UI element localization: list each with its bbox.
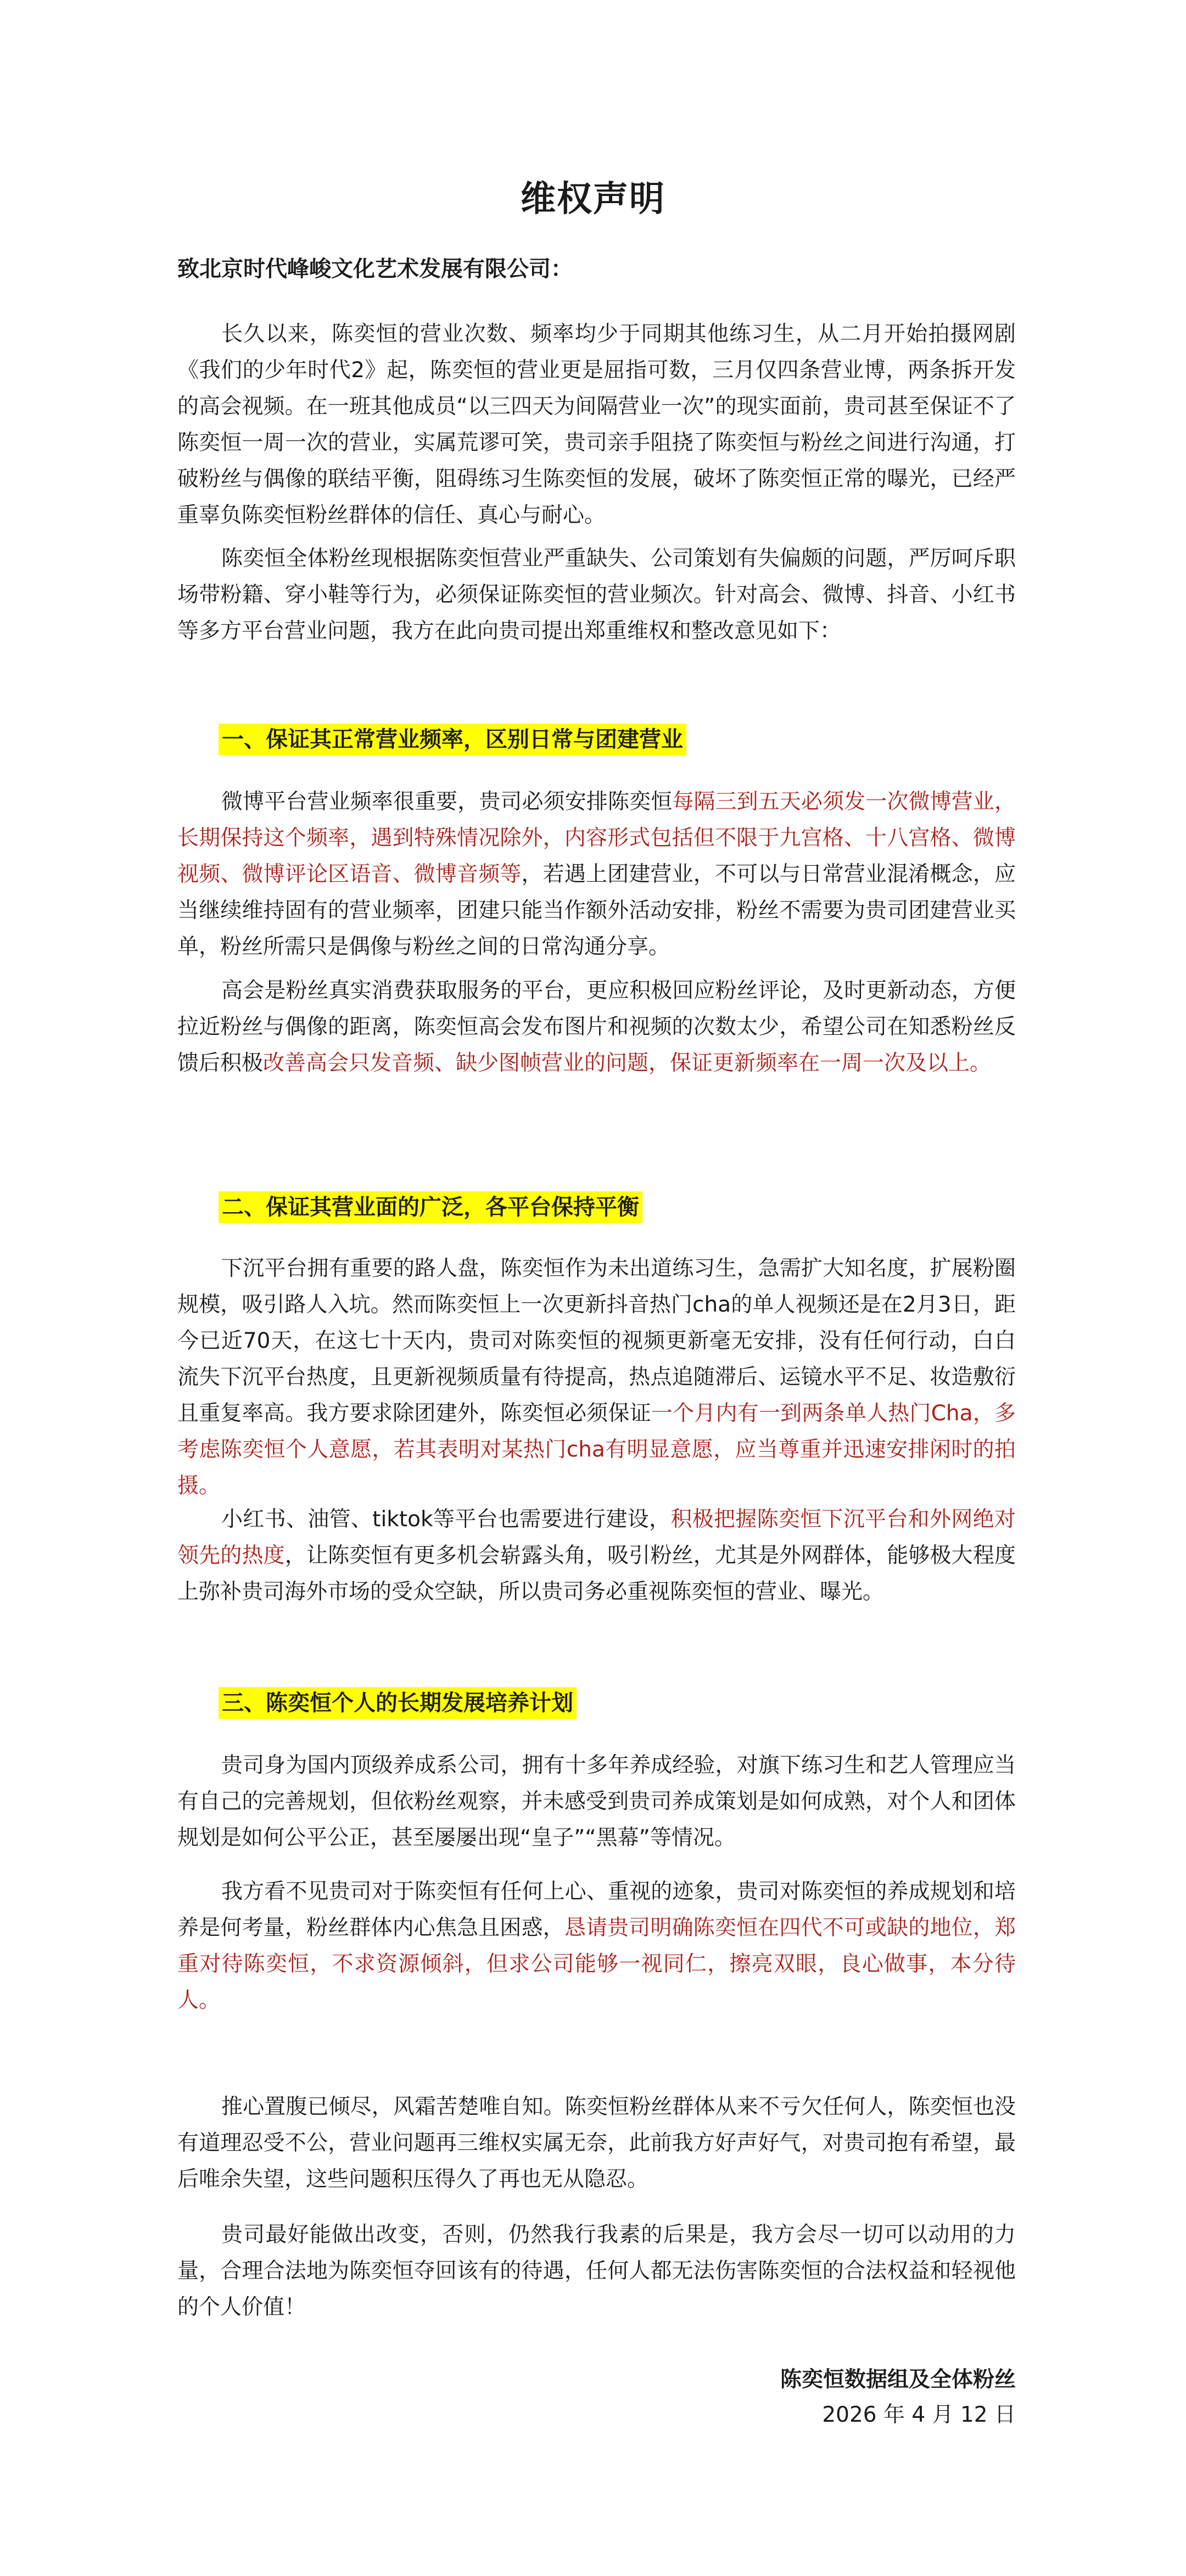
section-1-p1-text-b: ，若遇上团建营业，不可以与日常营业混淆概念，应当继续维持固有的营业频率，团建只能当作额外活动安排，粉丝不需要为贵司团建营业买单，粉丝所需只是偶像与粉丝之间的日常沟通分享。 (177, 862, 1016, 959)
section-1-p2-text-a: 高会是粉丝真实消费获取服务的平台，更应积极回应粉丝评论，及时更新动态，方便拉近粉丝与偶像的距离，陈奕恒高会发布图片和视频的次数太少，希望公司在知悉粉丝反馈后积极 (177, 978, 1016, 1076)
section-2-paragraph-1 (177, 1251, 1016, 1504)
section-1-paragraph-2 (177, 973, 1016, 1082)
signature: 陈奕恒数据组及全体粉丝 (780, 2367, 1016, 2392)
section-2-p2-text-a: 小红书、油管、tiktok等平台也需要进行建设， (221, 1507, 671, 1532)
date: 2026 年 4 月 12 日 (822, 2403, 1016, 2427)
section-1-p2-emphasis: 改善高会只发音频、缺少图帧营业的问题，保证更新频率在一周一次及以上。 (263, 1051, 992, 1076)
section-3-p1-text-a: 贵司身为国内顶级养成系公司，拥有十多年养成经验，对旗下练习生和艺人管理应当有自己的完善规划，但依粉丝观察，并未感受到贵司养成策划是如何成熟，对个人和团体规划是如何公平公正，甚至屡屡出现“皇子”“黑幕”等情况。 (177, 1753, 1016, 1850)
section-2-p2-emphasis: 积极把握陈奕恒下沉平台和外网绝对领先的热度 (177, 1507, 1016, 1568)
section-1-heading: 一、保证其正常营业频率，区别日常与团建营业 (219, 724, 686, 755)
section-2-paragraph-2 (177, 1502, 1016, 1610)
section-3-paragraph-1 (177, 1748, 1016, 1856)
section-2-heading: 二、保证其营业面的广泛，各平台保持平衡 (219, 1191, 642, 1223)
closing-paragraph-2: 贵司最好能做出改变，否则，仍然我行我素的后果是，我方会尽一切可以动用的力量，合理合法地为陈奕恒夺回该有的待遇，任何人都无法伤害陈奕恒的合法权益和轻视他的个人价值！ (177, 2222, 1016, 2320)
section-1-p1-emphasis: 每隔三到五天必须发一次微博营业，长期保持这个频率，遇到特殊情况除外，内容形式包括但不限于九宫格、十八宫格、微博视频、微博评论区语音、微博音频等 (177, 789, 1016, 887)
section-2-p1-emphasis: 一个月内有一到两条单人热门Cha，多考虑陈奕恒个人意愿，若其表明对某热门cha有明显意愿，应当尊重并迅速安排闲时的拍摄。 (177, 1401, 1016, 1498)
intro-paragraph-1: 长久以来，陈奕恒的营业次数、频率均少于同期其他练习生，从二月开始拍摄网剧《我们的少年时代2》起，陈奕恒的营业更是屈指可数，三月仅四条营业博，两条拆开发的高会视频。在一班其他成员“以三四天为间隔营业一次”的现实面前，贵司甚至保证不了陈奕恒一周一次的营业，实属荒谬可笑，贵司亲手阻挠了陈奕恒与粉丝之间进行沟通，打破粉丝与偶像的联结平衡，阻碍练习生陈奕恒的发展，破坏了陈奕恒正常的曝光，已经严重辜负陈奕恒粉丝群体的信任、真心与耐心。 (177, 322, 1016, 528)
section-3-p2-emphasis: 恳请贵司明确陈奕恒在四代不可或缺的地位，郑重对待陈奕恒，不求资源倾斜，但求公司能够一视同仁，擦亮双眼，良心做事，本分待人。 (177, 1916, 1016, 2013)
document-title: 维权声明 (521, 179, 665, 220)
closing-paragraph-1: 推心置腹已倾尽，风霜苦楚唯自知。陈奕恒粉丝群体从来不亏欠任何人，陈奕恒也没有道理忍受不公，营业问题再三维权实属无奈，此前我方好声好气，对贵司抱有希望，最后唯余失望，这些问题积压得久了再也无从隐忍。 (177, 2095, 1016, 2192)
section-1-paragraph-1 (177, 784, 1016, 965)
section-2-p2-text-b: ，让陈奕恒有更多机会崭露头角，吸引粉丝，尤其是外网群体，能够极大程度上弥补贵司海外市场的受众空缺，所以贵司务必重视陈奕恒的营业、曝光。 (177, 1543, 1016, 1604)
intro-paragraph-2: 陈奕恒全体粉丝现根据陈奕恒营业严重缺失、公司策划有失偏颇的问题，严厉呵斥职场带粉籍、穿小鞋等行为，必须保证陈奕恒的营业频次。针对高会、微博、抖音、小红书等多方平台营业问题，我方在此向贵司提出郑重维权和整改意见如下： (177, 546, 1016, 643)
section-2-p1-text-a: 下沉平台拥有重要的路人盘，陈奕恒作为未出道练习生，急需扩大知名度，扩展粉圈规模，吸引路人入坑。然而陈奕恒上一次更新抖音热门cha的单人视频还是在2月3日，距今已近70天，在这七十天内，贵司对陈奕恒的视频更新毫无安排，没有任何行动，白白流失下沉平台热度，且更新视频质量有待提高，热点追随滞后、运镜水平不足、妆造敷衍且重复率高。我方要求除团建外，陈奕恒必须保证 (177, 1256, 1016, 1426)
section-3-paragraph-2 (177, 1874, 1016, 2019)
salutation: 致北京时代峰峻文化艺术发展有限公司： (177, 256, 573, 282)
section-1-p1-text-a: 微博平台营业频率很重要，贵司必须安排陈奕恒 (221, 789, 673, 814)
section-3-heading: 三、陈奕恒个人的长期发展培养计划 (219, 1687, 577, 1719)
section-3-p2-text-a: 我方看不见贵司对于陈奕恒有任何上心、重视的迹象，贵司对陈奕恒的养成规划和培养是何考量，粉丝群体内心焦急且困惑， (177, 1879, 1016, 1940)
